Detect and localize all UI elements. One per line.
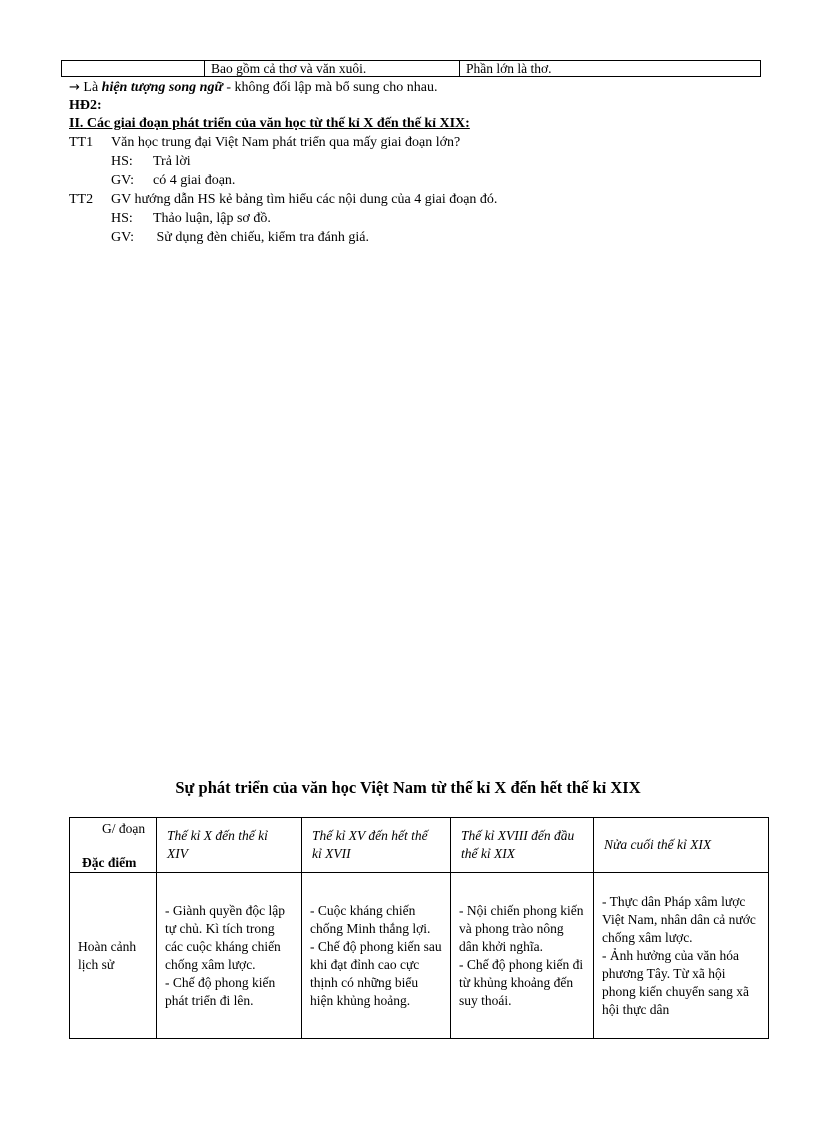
step-text: Sử dụng đèn chiếu, kiểm tra đánh giá. <box>153 230 369 245</box>
row-label: Hoàn cảnh lịch sử <box>70 873 157 1039</box>
step-line <box>111 153 191 171</box>
step-text: Trả lời <box>153 154 191 169</box>
cell-paragraph: - Chế độ phong kiến đi từ khủng khoảng đến suy thoái. <box>459 956 584 1008</box>
cell-paragraph: - Giành quyền độc lập tự chủ. Kì tích trong các cuộc kháng chiến chống xâm lược. <box>165 902 285 972</box>
step-line <box>111 229 369 247</box>
step-tag: TT2 <box>69 192 94 207</box>
step-line <box>69 191 497 209</box>
table-title: Sự phát triển của văn học Việt Nam từ thế kỉ X đến hết thế kỉ XIX <box>175 778 641 797</box>
step-tag: GV: <box>111 230 135 245</box>
intro-suffix: - không đối lập mà bổ sung cho nhau. <box>222 80 438 95</box>
cell-paragraph: - Nội chiến phong kiến và phong trào nông dân khởi nghĩa. <box>459 902 584 954</box>
cell-paragraph: - Thực dân Pháp xâm lược Việt Nam, nhân dân cả nước chống xâm lược. <box>602 893 756 945</box>
intro-prefix: Là <box>83 80 102 95</box>
table-cell: Bao gồm cả thơ và văn xuôi. <box>205 61 460 77</box>
column-header: Thế kỉ XVIII đến đầu thế kỉ XIX <box>451 818 594 873</box>
corner-top-label: G/ đoạn <box>102 821 146 836</box>
step-text: Thảo luận, lập sơ đồ. <box>153 211 271 226</box>
section-heading: II. Các giai đoạn phát triển của văn học từ thế kỉ X đến thế kỉ XIX: <box>69 116 470 131</box>
column-header: Nửa cuối thế kỉ XIX <box>594 818 769 873</box>
step-line <box>111 210 271 228</box>
corner-bottom-label: Đặc điểm <box>82 855 137 870</box>
intro-emphasis: hiện tượng song ngữ <box>101 80 223 95</box>
intro-line <box>69 79 437 97</box>
table-cell <box>62 61 205 77</box>
step-line <box>111 172 235 190</box>
column-header: Thế kỉ X đến thế kỉ XIV <box>157 818 302 873</box>
step-tag: TT1 <box>69 135 94 150</box>
step-text: GV hướng dẫn HS kẻ bảng tìm hiểu các nội dung của 4 giai đoạn đó. <box>111 192 498 207</box>
cell-paragraph: - Cuộc kháng chiến chống Minh thắng lợi. <box>310 902 431 936</box>
step-tag: GV: <box>111 173 135 188</box>
development-table <box>69 817 769 1039</box>
corner-header-cell <box>70 818 157 873</box>
step-text: Văn học trung đại Việt Nam phát triển qua mấy giai đoạn lớn? <box>111 135 461 150</box>
activity-label: HĐ2: <box>69 98 102 113</box>
arrow-right-icon: → <box>69 80 80 95</box>
table-header-row <box>70 818 769 873</box>
table-row <box>62 61 761 77</box>
cell-paragraph: - Chế độ phong kiến sau khi đạt đỉnh cao cực thịnh có những biểu hiện khủng hoảng. <box>310 938 442 1008</box>
table-cell <box>451 873 594 1039</box>
step-tag: HS: <box>111 154 133 169</box>
step-text: có 4 giai đoạn. <box>153 173 236 188</box>
table-row <box>70 873 769 1039</box>
table-cell <box>594 873 769 1039</box>
step-line <box>69 134 460 152</box>
column-header: Thế kỉ XV đến hết thế kỉ XVII <box>302 818 451 873</box>
table-cell <box>302 873 451 1039</box>
table-cell: Phần lớn là thơ. <box>460 61 761 77</box>
cell-paragraph: - Ảnh hưởng của văn hóa phương Tây. Từ xã hội phong kiến chuyển sang xã hội thực dân <box>602 947 749 1017</box>
cell-paragraph: - Chế độ phong kiến phát triển đi lên. <box>165 974 276 1008</box>
step-tag: HS: <box>111 211 133 226</box>
table-cell <box>157 873 302 1039</box>
top-table <box>61 60 761 77</box>
